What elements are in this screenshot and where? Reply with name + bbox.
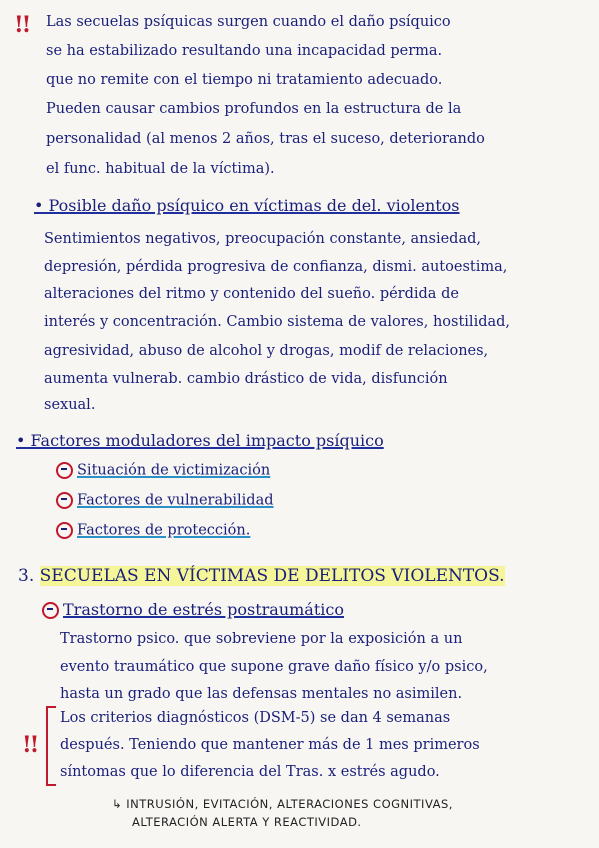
section-factores-heading-text: • Factores moduladores del impacto psíquico — [16, 431, 384, 450]
factor-item-1 — [56, 462, 270, 479]
para1-line6: el func. habitual de la víctima). — [46, 161, 275, 177]
minus-circle-icon — [56, 522, 73, 539]
ptsd-line6: síntomas que lo diferencia del Tras. x estrés agudo. — [60, 764, 440, 780]
factor-item-3-text: Factores de protección. — [77, 522, 251, 539]
ptsd-line1: Trastorno psico. que sobreviene por la exposición a un — [60, 631, 463, 647]
dano-line5: agresividad, abuso de alcohol y drogas, modif de relaciones, — [44, 343, 489, 359]
dano-line7: sexual. — [44, 397, 96, 413]
ptsd-line4: Los criterios diagnósticos (DSM-5) se dan 4 semanas — [60, 710, 451, 726]
section3-subheading-text: Trastorno de estrés postraumático — [63, 600, 344, 619]
factor-item-2-text: Factores de vulnerabilidad — [77, 492, 274, 509]
factor-item-1-text: Situación de victimización — [77, 462, 271, 479]
dano-line2: depresión, pérdida progresiva de confianza, dismi. autoestima, — [44, 259, 508, 275]
factor-item-3 — [56, 522, 250, 539]
para1-line5: personalidad (al menos 2 años, tras el suceso, deteriorando — [46, 131, 485, 147]
ptsd-line5: después. Teniendo que mantener más de 1 mes primeros — [60, 737, 480, 753]
minus-circle-icon — [56, 492, 73, 509]
factor-item-2 — [56, 492, 274, 509]
ptsd-note-line2: ALTERACIÓN ALERTA Y REACTIVIDAD. — [132, 815, 362, 829]
dano-line1: Sentimientos negativos, preocupación constante, ansiedad, — [44, 231, 481, 247]
bracket-mark — [46, 706, 56, 786]
para1-line3: que no remite con el tiempo ni tratamiento adecuado. — [46, 72, 443, 88]
section-dano-heading — [34, 196, 460, 215]
exclamation-mark-bottom: !! — [22, 732, 38, 758]
ptsd-note-line1: ↳ INTRUSIÓN, EVITACIÓN, ALTERACIONES COGNITIVAS, — [112, 797, 453, 811]
para1-line2: se ha estabilizado resultando una incapacidad perma. — [46, 43, 443, 59]
exclamation-mark-top: !! — [14, 12, 30, 38]
bullet-circle-icon — [42, 602, 59, 619]
minus-circle-icon — [56, 462, 73, 479]
dano-line3: alteraciones del ritmo y contenido del sueño. pérdida de — [44, 286, 459, 302]
dano-line6: aumenta vulnerab. cambio drástico de vida, disfunción — [44, 371, 448, 387]
section-dano-heading-text: • Posible daño psíquico en víctimas de del. violentos — [34, 196, 460, 215]
ptsd-line3: hasta un grado que las defensas mentales no asimilen. — [60, 686, 463, 702]
ptsd-line2: evento traumático que supone grave daño físico y/o psico, — [60, 659, 488, 675]
dano-line4: interés y concentración. Cambio sistema de valores, hostilidad, — [44, 314, 511, 330]
section3-subheading — [42, 600, 344, 619]
para1-line4: Pueden causar cambios profundos en la estructura de la — [46, 101, 462, 117]
section3-number: 3. — [18, 566, 35, 586]
section3-title-text: SECUELAS EN VÍCTIMAS DE DELITOS VIOLENTOS. — [39, 566, 505, 586]
section3-title — [18, 566, 505, 586]
section-factores-heading — [16, 431, 384, 450]
para1-line1: Las secuelas psíquicas surgen cuando el daño psíquico — [46, 14, 451, 30]
